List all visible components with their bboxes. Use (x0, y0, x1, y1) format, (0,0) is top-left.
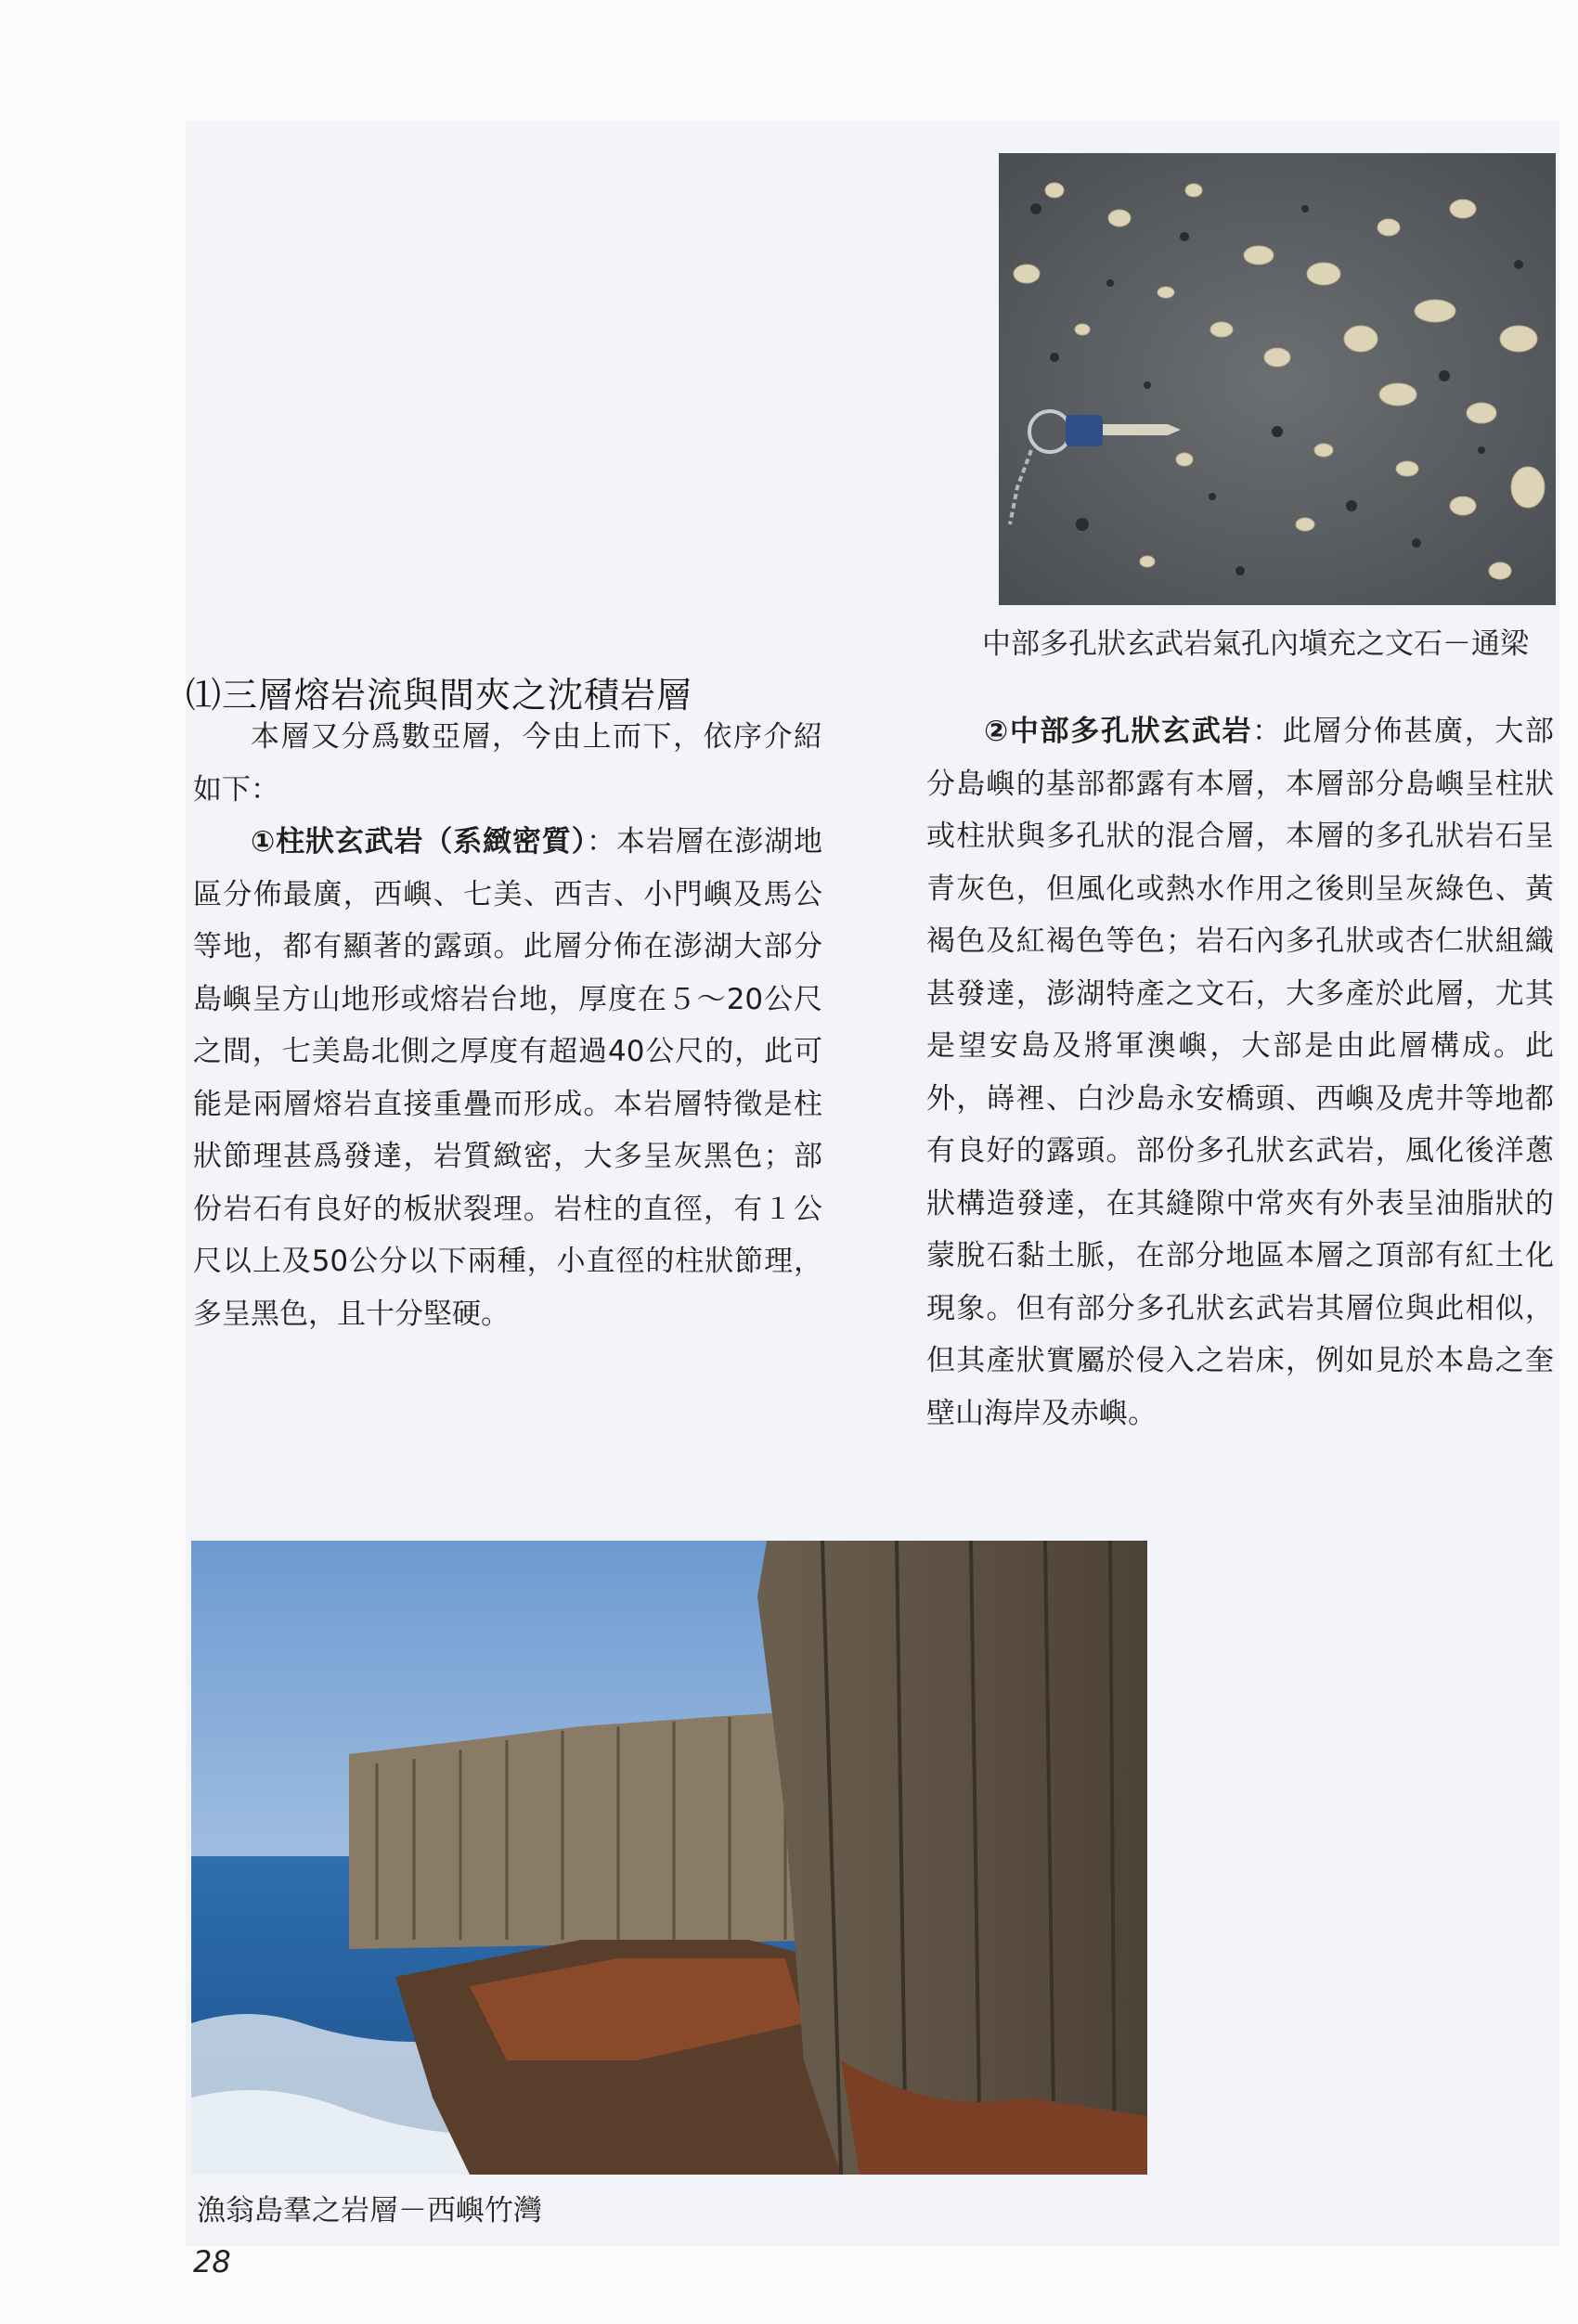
porous-basalt-photo (999, 153, 1556, 605)
item1-body: ：本岩層在澎湖地區分佈最廣，西嶼、七美、西吉、小門嶼及馬公等地，都有顯著的露頭。此層分佈在澎湖大部分島嶼呈方山地形或熔岩台地，厚度在５～20公尺之間，七美島北側之厚度有超過40公尺的，此可能是兩層熔岩直接重疊而形成。本岩層特徵是柱狀節理甚爲發達，岩質緻密，大多呈灰黑色；部份岩石有良好的板狀裂理。岩柱的直徑，有１公尺以上及50公分以下兩種，小直徑的柱狀節理，多呈黑色，且十分堅硬。 (193, 825, 823, 1331)
item2-paragraph (926, 705, 1554, 1440)
sea-cliff-photo (191, 1541, 1147, 2175)
item1-term: ①柱狀玄武岩（系緻密質） (251, 825, 588, 859)
item2-body: ：此層分佈甚廣，大部分島嶼的基部都露有本層，本層部分島嶼呈柱狀或柱狀與多孔狀的混合層，本層的多孔狀岩石呈青灰色，但風化或熱水作用之後則呈灰綠色、黃褐色及紅褐色等色；岩石內多孔狀或杏仁狀組織甚發達，澎湖特產之文石，大多產於此層，尤其是望安島及將軍澳嶼，大部是由此層構成。此外，嵵裡、白沙島永安橋頭、西嶼及虎井等地都有良好的露頭。部份多孔狀玄武岩，風化後洋蔥狀構造發達，在其縫隙中常夾有外表呈油脂狀的蒙脫石黏土脈，在部分地區本層之頂部有紅土化現象。但有部分多孔狀玄武岩其層位與此相似，但其產狀實屬於侵入之岩床，例如見於本島之奎壁山海岸及赤嶼。 (926, 715, 1554, 1430)
right-column (926, 705, 1554, 1440)
photo-top-caption: 中部多孔狀玄武岩氣孔內塡充之文石－通梁 (982, 627, 1529, 661)
item2-term: ②中部多孔狀玄武岩 (984, 715, 1253, 748)
intro-paragraph: 本層又分爲數亞層，今由上而下，依序介紹如下： (193, 720, 822, 807)
page-number: 28 (193, 2244, 231, 2279)
section-heading: ⑴三層熔岩流與間夾之沈積岩層 (186, 675, 693, 716)
photo-bottom-caption: 漁翁島羣之岩層－西嶼竹灣 (197, 2194, 542, 2227)
item1-paragraph (193, 816, 822, 1340)
left-column (193, 711, 822, 1340)
